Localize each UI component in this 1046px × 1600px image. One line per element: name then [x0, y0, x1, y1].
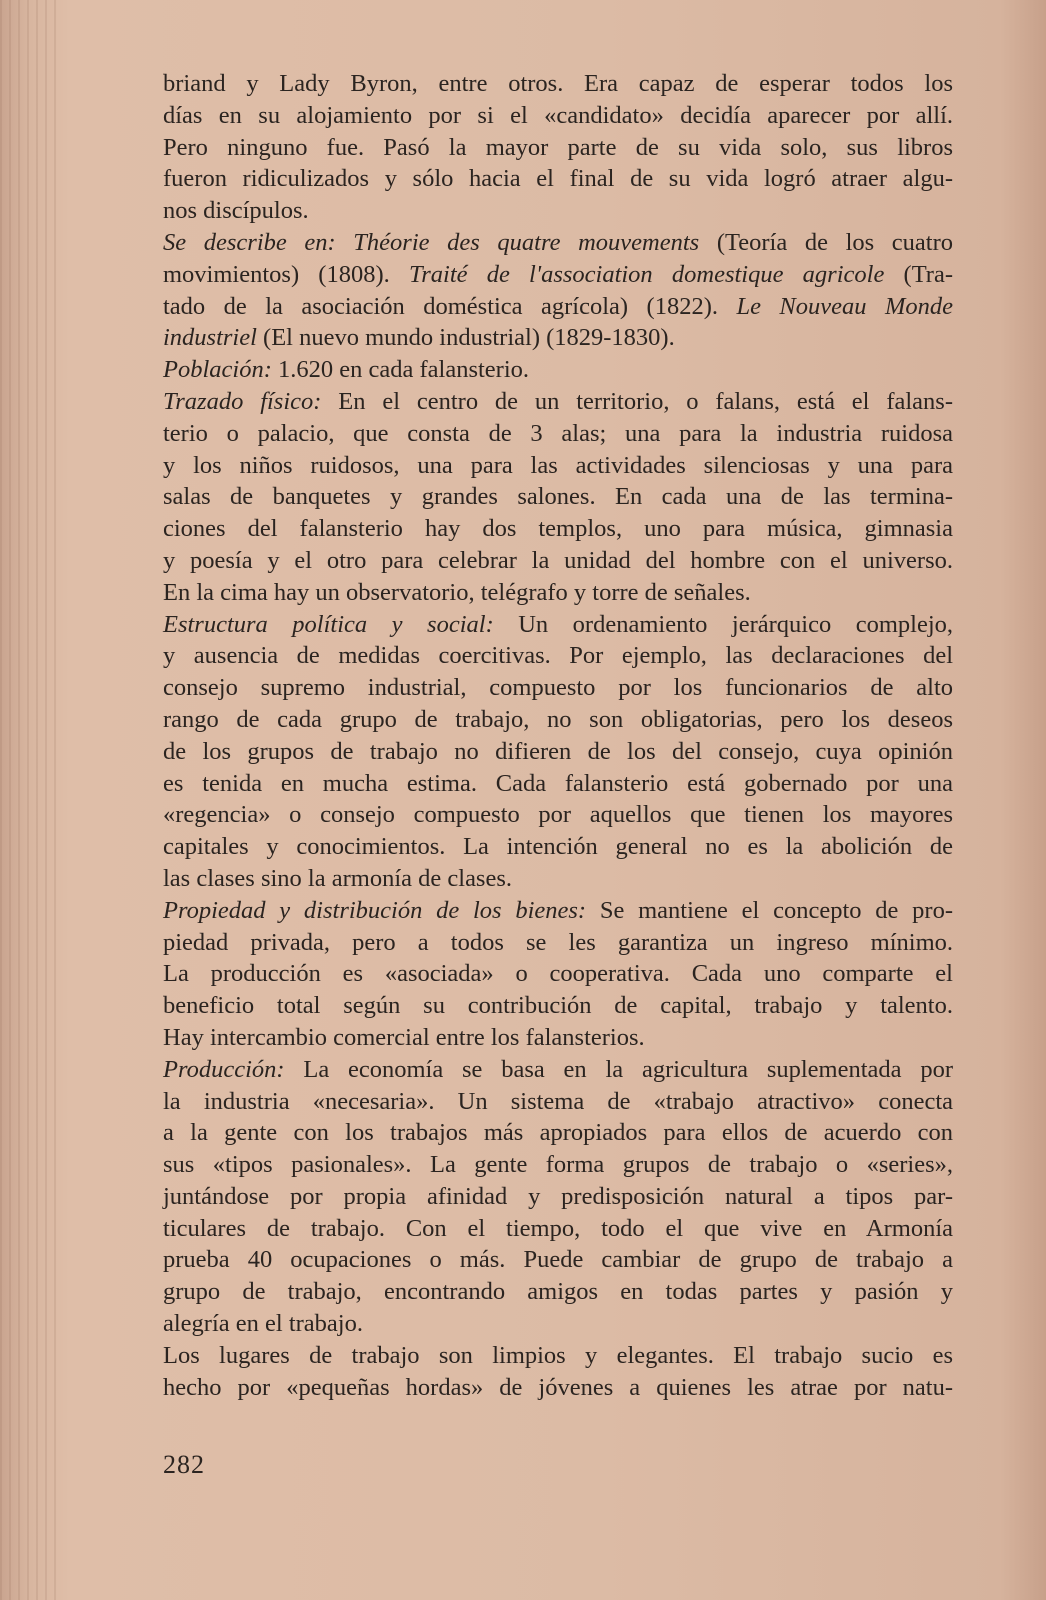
text-line	[163, 1117, 953, 1149]
text-segment: En el centro de un territorio, o falans, está el falans-	[321, 387, 953, 415]
text-segment: fueron ridiculizados y sólo hacia el final de su vida logró atraer algu-	[163, 165, 953, 193]
text-segment: hecho por «pequeñas hordas» de jóvenes a quienes les atrae por natu-	[163, 1373, 953, 1401]
text-segment: prueba 40 ocupaciones o más. Puede cambiar de grupo de trabajo a	[163, 1246, 953, 1274]
text-segment: es tenida en mucha estima. Cada falansterio está gobernado por una	[163, 769, 953, 797]
text-segment: 1.620 en cada falansterio.	[271, 356, 530, 384]
text-line	[163, 609, 953, 641]
text-segment: Los lugares de trabajo son limpios y elegantes. El trabajo sucio es	[163, 1341, 953, 1369]
italic-heading-text: Propiedad y distribución de los bienes:	[163, 896, 587, 924]
text-line	[163, 799, 953, 831]
text-segment: y poesía y el otro para celebrar la unidad del hombre con el universo.	[163, 546, 953, 574]
text-line	[163, 1022, 953, 1054]
text-line	[163, 291, 953, 323]
text-segment: Hay intercambio comercial entre los falansterios.	[163, 1023, 645, 1051]
text-segment: La economía se basa en la agricultura suplementada por	[284, 1055, 953, 1083]
text-line	[163, 672, 953, 704]
text-segment: Un ordenamiento jerárquico complejo,	[493, 610, 953, 638]
text-line	[163, 195, 953, 227]
italic-heading-text: Población:	[163, 356, 272, 384]
italic-heading-text: Trazado físico:	[163, 387, 322, 415]
text-segment: beneficio total según su contribución de capital, trabajo y talento.	[163, 992, 953, 1020]
text-line	[163, 450, 953, 482]
text-segment: rango de cada grupo de trabajo, no son obligatorias, pero los deseos	[163, 705, 953, 733]
text-line	[163, 958, 953, 990]
text-segment: ciones del falansterio hay dos templos, uno para música, gimnasia	[163, 515, 953, 543]
text-line	[163, 1244, 953, 1276]
text-line	[163, 831, 953, 863]
text-line	[163, 736, 953, 768]
text-line	[163, 1149, 953, 1181]
text-line	[163, 322, 953, 354]
text-segment: (Teoría de los cuatro	[699, 228, 953, 256]
text-segment: salas de banquetes y grandes salones. En cada una de las termina-	[163, 483, 953, 511]
text-line	[163, 704, 953, 736]
text-line	[163, 545, 953, 577]
text-segment: y ausencia de medidas coercitivas. Por ejemplo, las declaraciones del	[163, 642, 953, 670]
text-line	[163, 1308, 953, 1340]
text-line	[163, 100, 953, 132]
page-number: 282	[163, 1450, 205, 1479]
text-line	[163, 927, 953, 959]
text-segment: alegría en el trabajo.	[163, 1310, 363, 1338]
italic-heading-text: Producción:	[163, 1055, 285, 1083]
text-line	[163, 640, 953, 672]
text-segment: «regencia» o consejo compuesto por aquellos que tienen los mayores	[163, 801, 953, 829]
text-line	[163, 768, 953, 800]
text-line	[163, 990, 953, 1022]
text-line	[163, 354, 953, 386]
text-line	[163, 1372, 953, 1404]
text-line	[163, 577, 953, 609]
text-segment: (El nuevo mundo industrial) (1829-1830).	[256, 324, 675, 352]
text-segment: La producción es «asociada» o cooperativa. Cada uno comparte el	[163, 960, 953, 988]
text-segment: En la cima hay un observatorio, telégrafo y torre de señales.	[163, 578, 751, 606]
body-text	[163, 68, 953, 1403]
text-line	[163, 513, 953, 545]
text-line	[163, 259, 953, 291]
text-line	[163, 863, 953, 895]
text-line	[163, 163, 953, 195]
page-binding-edge	[0, 0, 60, 1600]
text-line	[163, 1086, 953, 1118]
text-line	[163, 1181, 953, 1213]
text-segment: terio o palacio, que consta de 3 alas; una para la industria ruidosa	[163, 419, 953, 447]
text-segment: consejo supremo industrial, compuesto por los funcionarios de alto	[163, 674, 953, 702]
text-segment: tado de la asociación doméstica agrícola) (1822).	[163, 292, 737, 320]
italic-heading-text: Traité de l'association domestique agricole	[408, 260, 885, 288]
text-segment: la industria «necesaria». Un sistema de «trabajo atractivo» conecta	[163, 1087, 953, 1115]
text-segment: movimientos) (1808).	[163, 260, 409, 288]
italic-heading-text: Estructura política y social:	[163, 610, 494, 638]
text-line	[163, 386, 953, 418]
text-segment: ticulares de trabajo. Con el tiempo, todo el que vive en Armonía	[163, 1214, 953, 1242]
text-line	[163, 132, 953, 164]
text-line	[163, 68, 953, 100]
text-line	[163, 1276, 953, 1308]
italic-heading-text: Se describe en: Théorie des quatre mouvements	[163, 228, 700, 256]
text-line	[163, 1054, 953, 1086]
text-segment: grupo de trabajo, encontrando amigos en todas partes y pasión y	[163, 1278, 953, 1306]
text-segment: a la gente con los trabajos más apropiados para ellos de acuerdo con	[163, 1119, 953, 1147]
italic-heading-text: industriel	[163, 324, 257, 352]
text-segment: briand y Lady Byron, entre otros. Era capaz de esperar todos los	[163, 70, 953, 97]
italic-heading-text: Le Nouveau Monde	[736, 292, 953, 320]
text-segment: piedad privada, pero a todos se les garantiza un ingreso mínimo.	[163, 928, 953, 956]
text-line	[163, 895, 953, 927]
text-segment: nos discípulos.	[163, 197, 309, 225]
text-line	[163, 227, 953, 259]
text-segment: Pero ninguno fue. Pasó la mayor parte de su vida solo, sus libros	[163, 133, 953, 161]
text-line	[163, 1340, 953, 1372]
text-line	[163, 481, 953, 513]
text-segment: de los grupos de trabajo no difieren de los del consejo, cuya opinión	[163, 737, 953, 765]
text-segment: Se mantiene el concepto de pro-	[586, 896, 953, 924]
text-segment: capitales y conocimientos. La intención general no es la abolición de	[163, 833, 953, 861]
text-segment: sus «tipos pasionales». La gente forma grupos de trabajo o «series»,	[163, 1151, 953, 1179]
text-line	[163, 418, 953, 450]
text-line	[163, 1213, 953, 1245]
text-segment: juntándose por propia afinidad y predisposición natural a tipos par-	[163, 1182, 953, 1210]
text-segment: (Tra-	[884, 260, 953, 288]
text-segment: las clases sino la armonía de clases.	[163, 864, 513, 892]
text-segment: días en su alojamiento por si el «candidato» decidía aparecer por allí.	[163, 101, 953, 129]
text-segment: y los niños ruidosos, una para las actividades silenciosas y una para	[163, 451, 953, 479]
